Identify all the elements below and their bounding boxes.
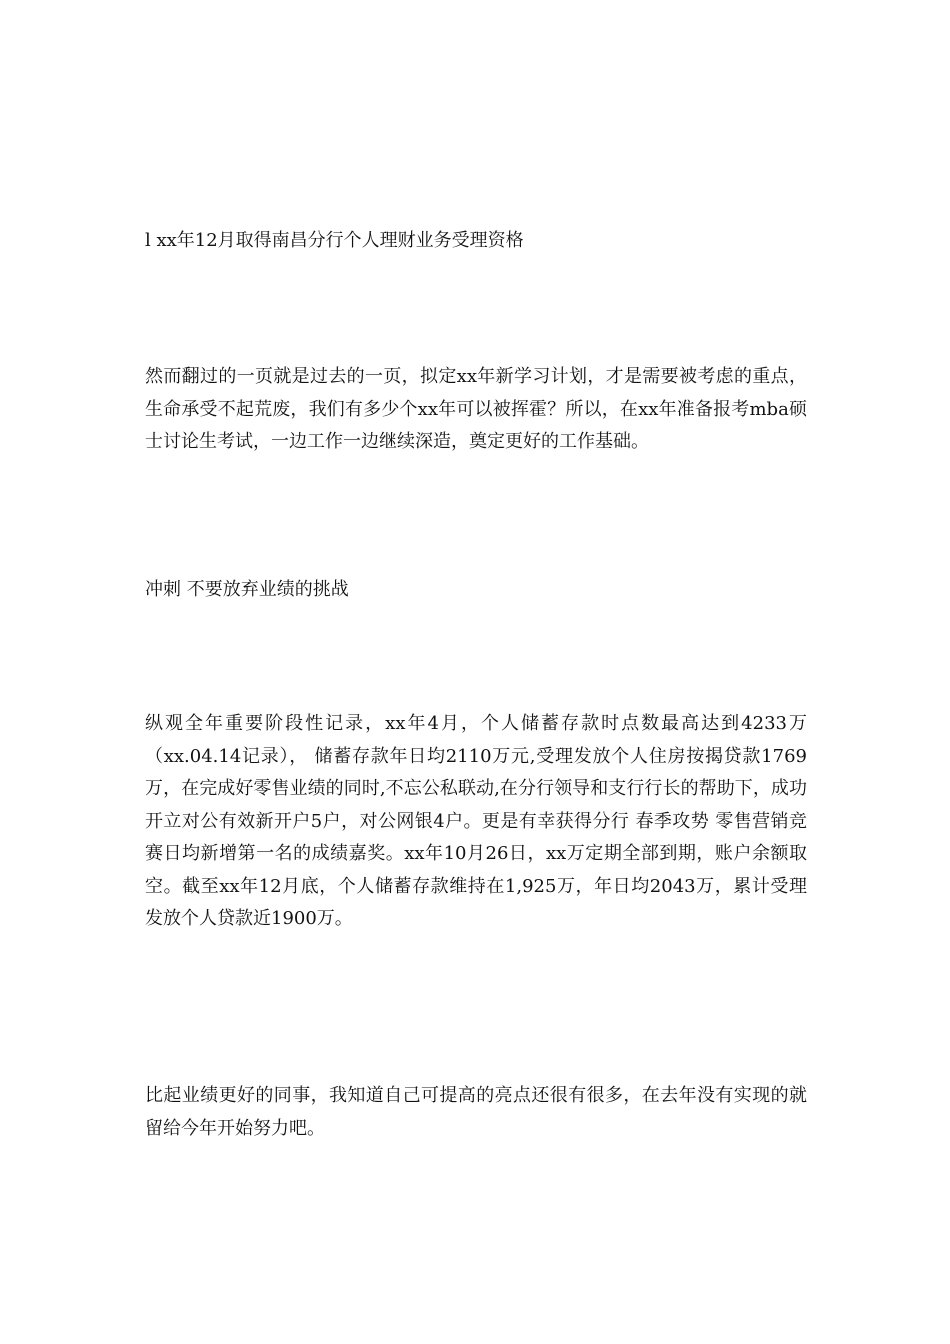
paragraph-qualification: l xx年12月取得南昌分行个人理财业务受理资格 xyxy=(145,230,524,251)
paragraph-improvement: 比起业绩更好的同事，我知道自己可提高的亮点还很有很多，在去年没有实现的就留给今年开始努力吧。 xyxy=(145,1085,807,1139)
paragraph-study-plan: 然而翻过的一页就是过去的一页，拟定xx年新学习计划，才是需要被考虑的重点，生命承受不起荒废，我们有多少个xx年可以被挥霍？所以，在xx年准备报考mba硕士讨论生考试，一边工作一边继续深造，奠定更好的工作基础。 xyxy=(145,366,807,452)
paragraph-annual-record: 纵观全年重要阶段性记录，xx年4月，个人储蓄存款时点数最高达到4233万（xx.04.14记录）， 储蓄存款年日均2110万元,受理发放个人住房按揭贷款1769万，在完成好零售业绩的同时,不忘公私联动,在分行领导和支行行长的帮助下，成功开立对公有效新开户5户，对公网银4户。更是有幸获得分行 春季攻势 零售营销竞赛日均新增第一名的成绩嘉奖。xx年10月26日，xx万定期全部到期，账户余额取空。截至xx年12月底，个人储蓄存款维持在1,925万，年日均2043万，累计受理发放个人贷款近1900万。 xyxy=(145,713,807,929)
section-heading-sprint: 冲刺 不要放弃业绩的挑战 xyxy=(145,579,349,600)
